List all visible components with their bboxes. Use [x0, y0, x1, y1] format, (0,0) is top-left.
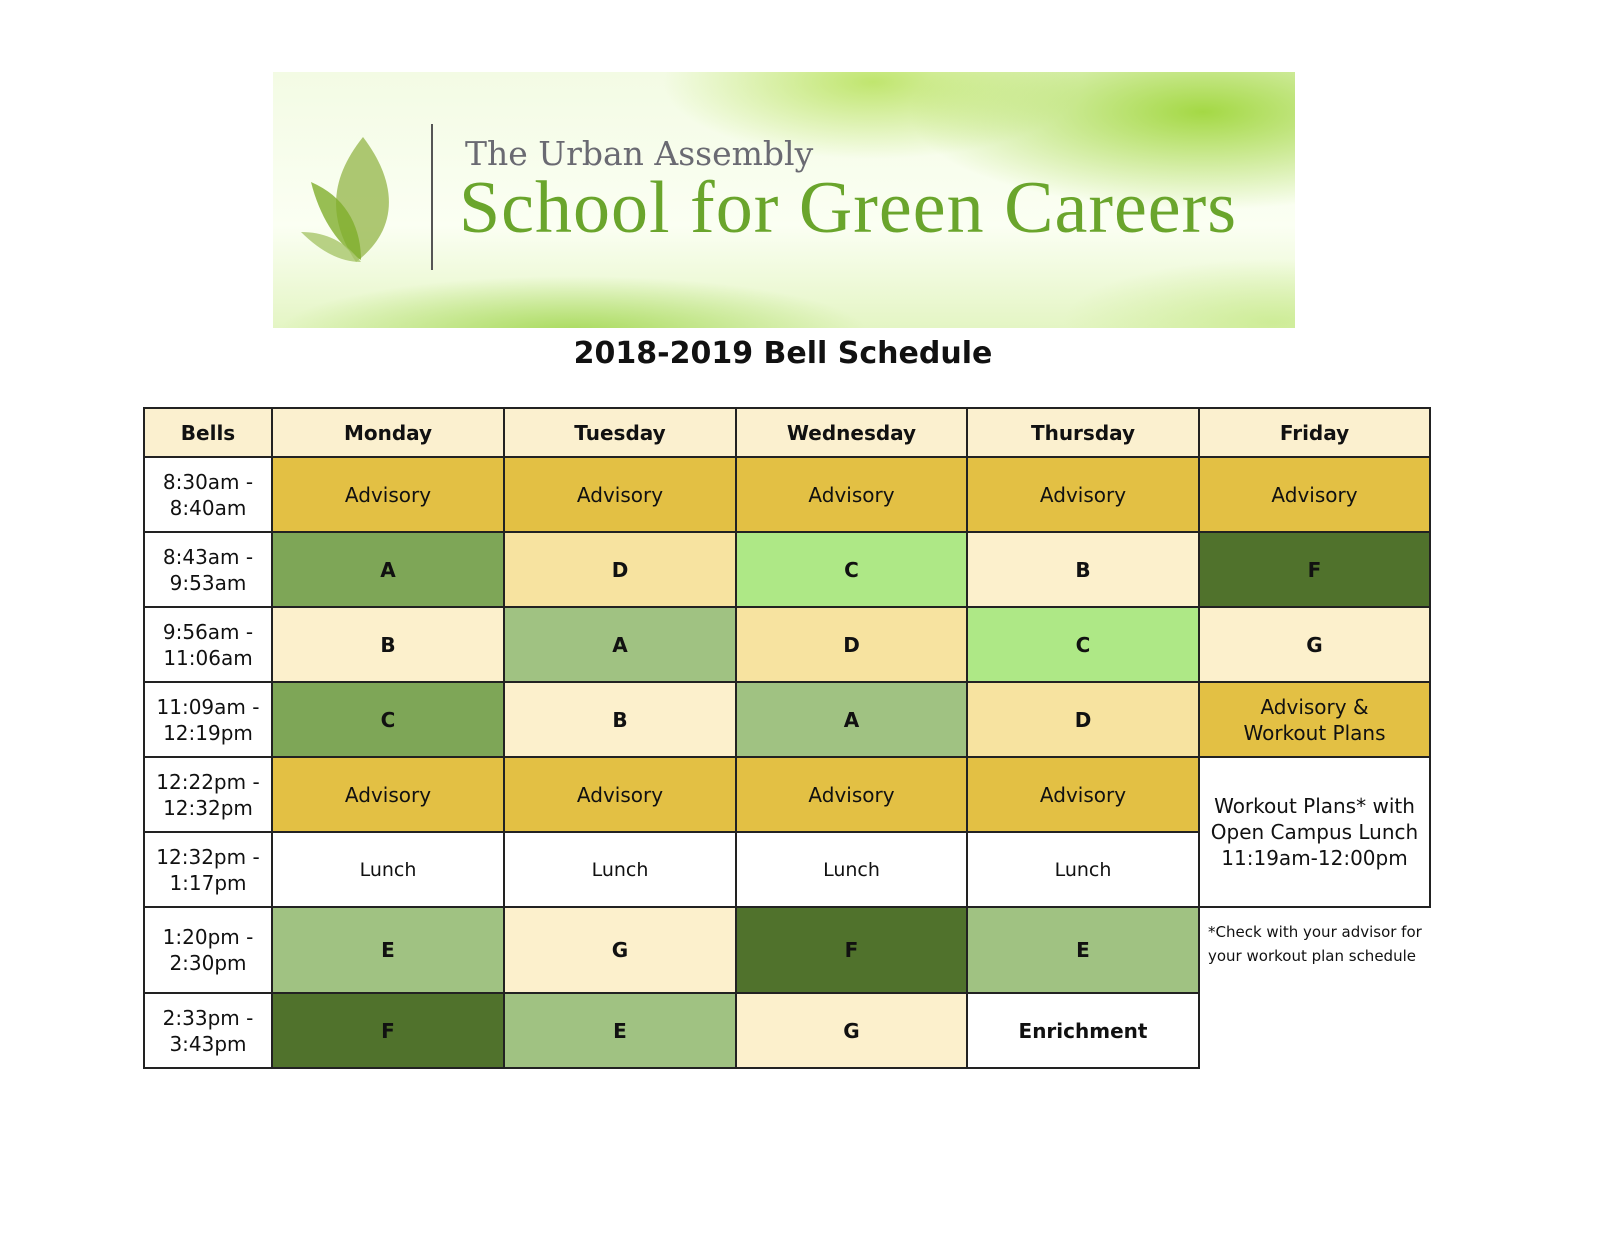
- schedule-cell: Advisory: [967, 457, 1199, 532]
- bell-time: 12:32pm - 1:17pm: [144, 832, 272, 907]
- column-header-wednesday: Wednesday: [736, 408, 967, 457]
- schedule-cell: C: [967, 607, 1199, 682]
- column-header-thursday: Thursday: [967, 408, 1199, 457]
- table-row: [144, 457, 1430, 532]
- bell-time: 2:33pm - 3:43pm: [144, 993, 272, 1068]
- column-header-bells: Bells: [144, 408, 272, 457]
- schedule-cell: Advisory & Workout Plans: [1199, 682, 1430, 757]
- column-header-monday: Monday: [272, 408, 504, 457]
- schedule-cell: Advisory: [504, 457, 736, 532]
- leaf-logo-icon: [301, 132, 406, 267]
- schedule-cell: Lunch: [272, 832, 504, 907]
- schedule-cell: E: [272, 907, 504, 993]
- bell-time: 9:56am - 11:06am: [144, 607, 272, 682]
- schedule-cell: Advisory: [272, 757, 504, 832]
- header-row: [144, 408, 1430, 457]
- schedule-cell: Advisory: [967, 757, 1199, 832]
- schedule-cell: C: [272, 682, 504, 757]
- schedule-cell: Lunch: [736, 832, 967, 907]
- schedule-cell: A: [736, 682, 967, 757]
- banner-school-name: School for Green Careers: [459, 167, 1238, 249]
- bell-time: 8:30am - 8:40am: [144, 457, 272, 532]
- schedule-cell: Advisory: [736, 757, 967, 832]
- schedule-cell: A: [272, 532, 504, 607]
- schedule-cell: G: [504, 907, 736, 993]
- column-header-tuesday: Tuesday: [504, 408, 736, 457]
- schedule-cell: E: [504, 993, 736, 1068]
- schedule-cell: G: [1199, 607, 1430, 682]
- table-row: [144, 757, 1430, 832]
- schedule-cell: Lunch: [967, 832, 1199, 907]
- bell-time: 8:43am - 9:53am: [144, 532, 272, 607]
- bell-time: 1:20pm - 2:30pm: [144, 907, 272, 993]
- schedule-cell: B: [272, 607, 504, 682]
- schedule-cell: Advisory: [272, 457, 504, 532]
- schedule-cell: B: [504, 682, 736, 757]
- schedule-cell: Workout Plans* with Open Campus Lunch 11:19am-12:00pm: [1199, 757, 1430, 907]
- banner-subtitle: The Urban Assembly: [465, 134, 814, 173]
- table-row: [144, 907, 1430, 993]
- bell-time: 12:22pm - 12:32pm: [144, 757, 272, 832]
- bell-time: 11:09am - 12:19pm: [144, 682, 272, 757]
- schedule-cell: Advisory: [1199, 457, 1430, 532]
- schedule-cell: F: [736, 907, 967, 993]
- schedule-cell: A: [504, 607, 736, 682]
- schedule-cell: D: [504, 532, 736, 607]
- schedule-cell: D: [736, 607, 967, 682]
- page-title: 2018-2019 Bell Schedule: [573, 336, 993, 371]
- school-banner: [273, 72, 1295, 328]
- table-row: [144, 993, 1430, 1068]
- table-row: [144, 682, 1430, 757]
- column-header-friday: Friday: [1199, 408, 1430, 457]
- schedule-cell: G: [736, 993, 967, 1068]
- schedule-cell: Advisory: [736, 457, 967, 532]
- table-row: [144, 532, 1430, 607]
- schedule-cell: D: [967, 682, 1199, 757]
- schedule-cell: F: [272, 993, 504, 1068]
- schedule-cell: Advisory: [504, 757, 736, 832]
- schedule-cell: C: [736, 532, 967, 607]
- bell-schedule-table: [143, 407, 1431, 1069]
- schedule-cell: Lunch: [504, 832, 736, 907]
- empty-cell: [1199, 993, 1430, 1068]
- schedule-cell: E: [967, 907, 1199, 993]
- workout-plan-note: *Check with your advisor for your workout plan schedule: [1199, 907, 1430, 993]
- table-row: [144, 607, 1430, 682]
- schedule-cell: B: [967, 532, 1199, 607]
- schedule-cell: Enrichment: [967, 993, 1199, 1068]
- banner-divider: [431, 124, 433, 270]
- schedule-cell: F: [1199, 532, 1430, 607]
